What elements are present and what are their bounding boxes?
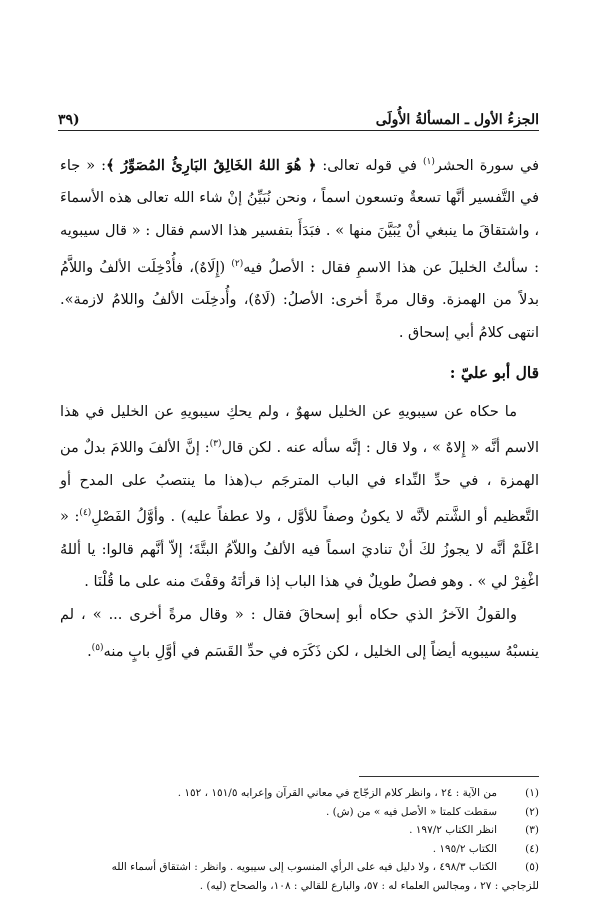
footnote-item bbox=[60, 803, 539, 822]
footnote-text: انظر الكتاب ١٩٧/٢ . bbox=[409, 824, 497, 837]
running-header bbox=[58, 104, 539, 128]
footnotes bbox=[60, 784, 539, 896]
footnote-item bbox=[60, 821, 539, 840]
footnote-number: (٥) bbox=[525, 861, 539, 874]
footnote-ref-1: (١) bbox=[423, 157, 435, 167]
footnote-ref-5: (٥) bbox=[91, 642, 104, 653]
paragraph-3: والقولُ الآخرُ الذي حكاه أبو إسحاقَ فقال : « وقال مرةً أخرى ... » ، لم ينسبْهُ سيبويه أيضاً إلى الخليل ، لكن ذَكَرَه في حدِّ القَسَم في أوَّلِ بابٍ منه$^{(٥)}$. bbox=[60, 607, 539, 660]
running-title: الجزءُ الأول ـ المسألةُ الأُولَى bbox=[375, 112, 539, 128]
footnote-number: (٤) bbox=[525, 842, 539, 855]
footnote-item bbox=[60, 858, 539, 877]
quran-verse: ﴿ هُوَ اللهُ الخَالِقُ البَارِئُ المُصَوِّرُ ﴾ bbox=[106, 156, 317, 174]
footnote-item bbox=[60, 784, 539, 803]
footnote-text: الكتاب ٤٩٨/٣ ، ولا دليل فيه على الرأي المنسوب إلى سيبويه . وانظر : اشتقاق أسماء الله bbox=[111, 861, 497, 874]
footnote-divider bbox=[359, 776, 539, 777]
footnote-text: من الآية : ٢٤ ، وانظر كلام الزجّاج في معاني القرآن وإعرابه ١٥١/٥ ، ١٥٢ . bbox=[177, 787, 497, 799]
footnote-number: (٢) bbox=[525, 805, 539, 818]
footnote-text: الكتاب ١٩٥/٢ . bbox=[432, 842, 497, 855]
paragraph-2: ما حكاه عن سيبويهِ عن الخليل سهوٌ ، ولم يحكِ سيبويهِ عن الخليل في هذا الاسم أنَّه « إِلاهٌ » ، ولا قال : إنَّه سأله عنه . لكن قال$^{(٣)}$: إنَّ الألفَ واللامَ بدلٌ من الهمزة ، في حدِّ النِّداء في الباب المترجَم ب(هذا ما ينتصبُ على المدح أو التَّعظيم أو الشَّتم لأنَّه لا يكونُ وصفاً للأوَّل ، ولا عطفاً عليه) . وأوَّلُ الفَصْلِ$^{(٤)}$: « اعْلَمْ أنَّه لا يجوزُ لكَ أنْ تناديَ اسماً فيه الألفُ واللاّمُ البتَّةَ؛ إلاّ أنَّهم قالوا: يا أللهُ اغْفِرْ لي » . وهو فصلٌ طويلٌ في هذا الباب إذا قرأتَهُ وقفْتَ منه على ما قُلْنَا . bbox=[60, 403, 539, 591]
main-text bbox=[60, 146, 539, 668]
footnote-ref-2: (٢) bbox=[231, 258, 244, 269]
footnote-number: (٣) bbox=[525, 824, 539, 837]
footnote-continuation: للزجاجي : ٢٧ ، ومجالس العلماء له : ٥٧، والبارع للقالي : ١٠٨، والصحاح (ليه) . bbox=[199, 879, 539, 892]
footnote-ref-3: (٣) bbox=[209, 439, 222, 450]
footnote-number: (١) bbox=[525, 787, 539, 799]
header-divider bbox=[58, 130, 539, 131]
section-heading: قال أبو عليّ : bbox=[449, 363, 539, 383]
footnote-ref-4: (٤) bbox=[79, 508, 92, 519]
footnote-item bbox=[60, 840, 539, 859]
page-number: (٣٩ bbox=[58, 112, 80, 128]
paragraph-1: في سورة الحشر$^{(١)}$ في قوله تعالى: ﴿ هُوَ اللهُ الخَالِقُ البَارِئُ المُصَوِّرُ ﴾: « جاء في التَّفسير أنَّها تسعةٌ وتسعون اسماً ، ونحن نُبَيِّنُ إنْ شاء الله تعالى هذه الأسماءَ ، واشتقاقَ ما ينبغي أنْ يُبَيَّنَ منها » . فبَدَأَ بتفسير هذا الاسم فقال : « قال سيبويه : سألتُ الخليلَ عن هذا الاسمِ فقال : الأصلُ فيه$^{(٢)}$ (إِلَاهٌ)، فأُدْخِلَت الألفُ واللاَّمُ بدلاً من الهمزة. وقال مرةً أخرى: الأصلُ: (لَاهٌ)، وأُدخِلَت الألفُ واللامُ لازمة». انتهى كلامُ أبي إسحاق . bbox=[60, 156, 540, 341]
footnote-text: سقطت كلمتا « الأصل فيه » من (ش) . bbox=[325, 805, 497, 818]
